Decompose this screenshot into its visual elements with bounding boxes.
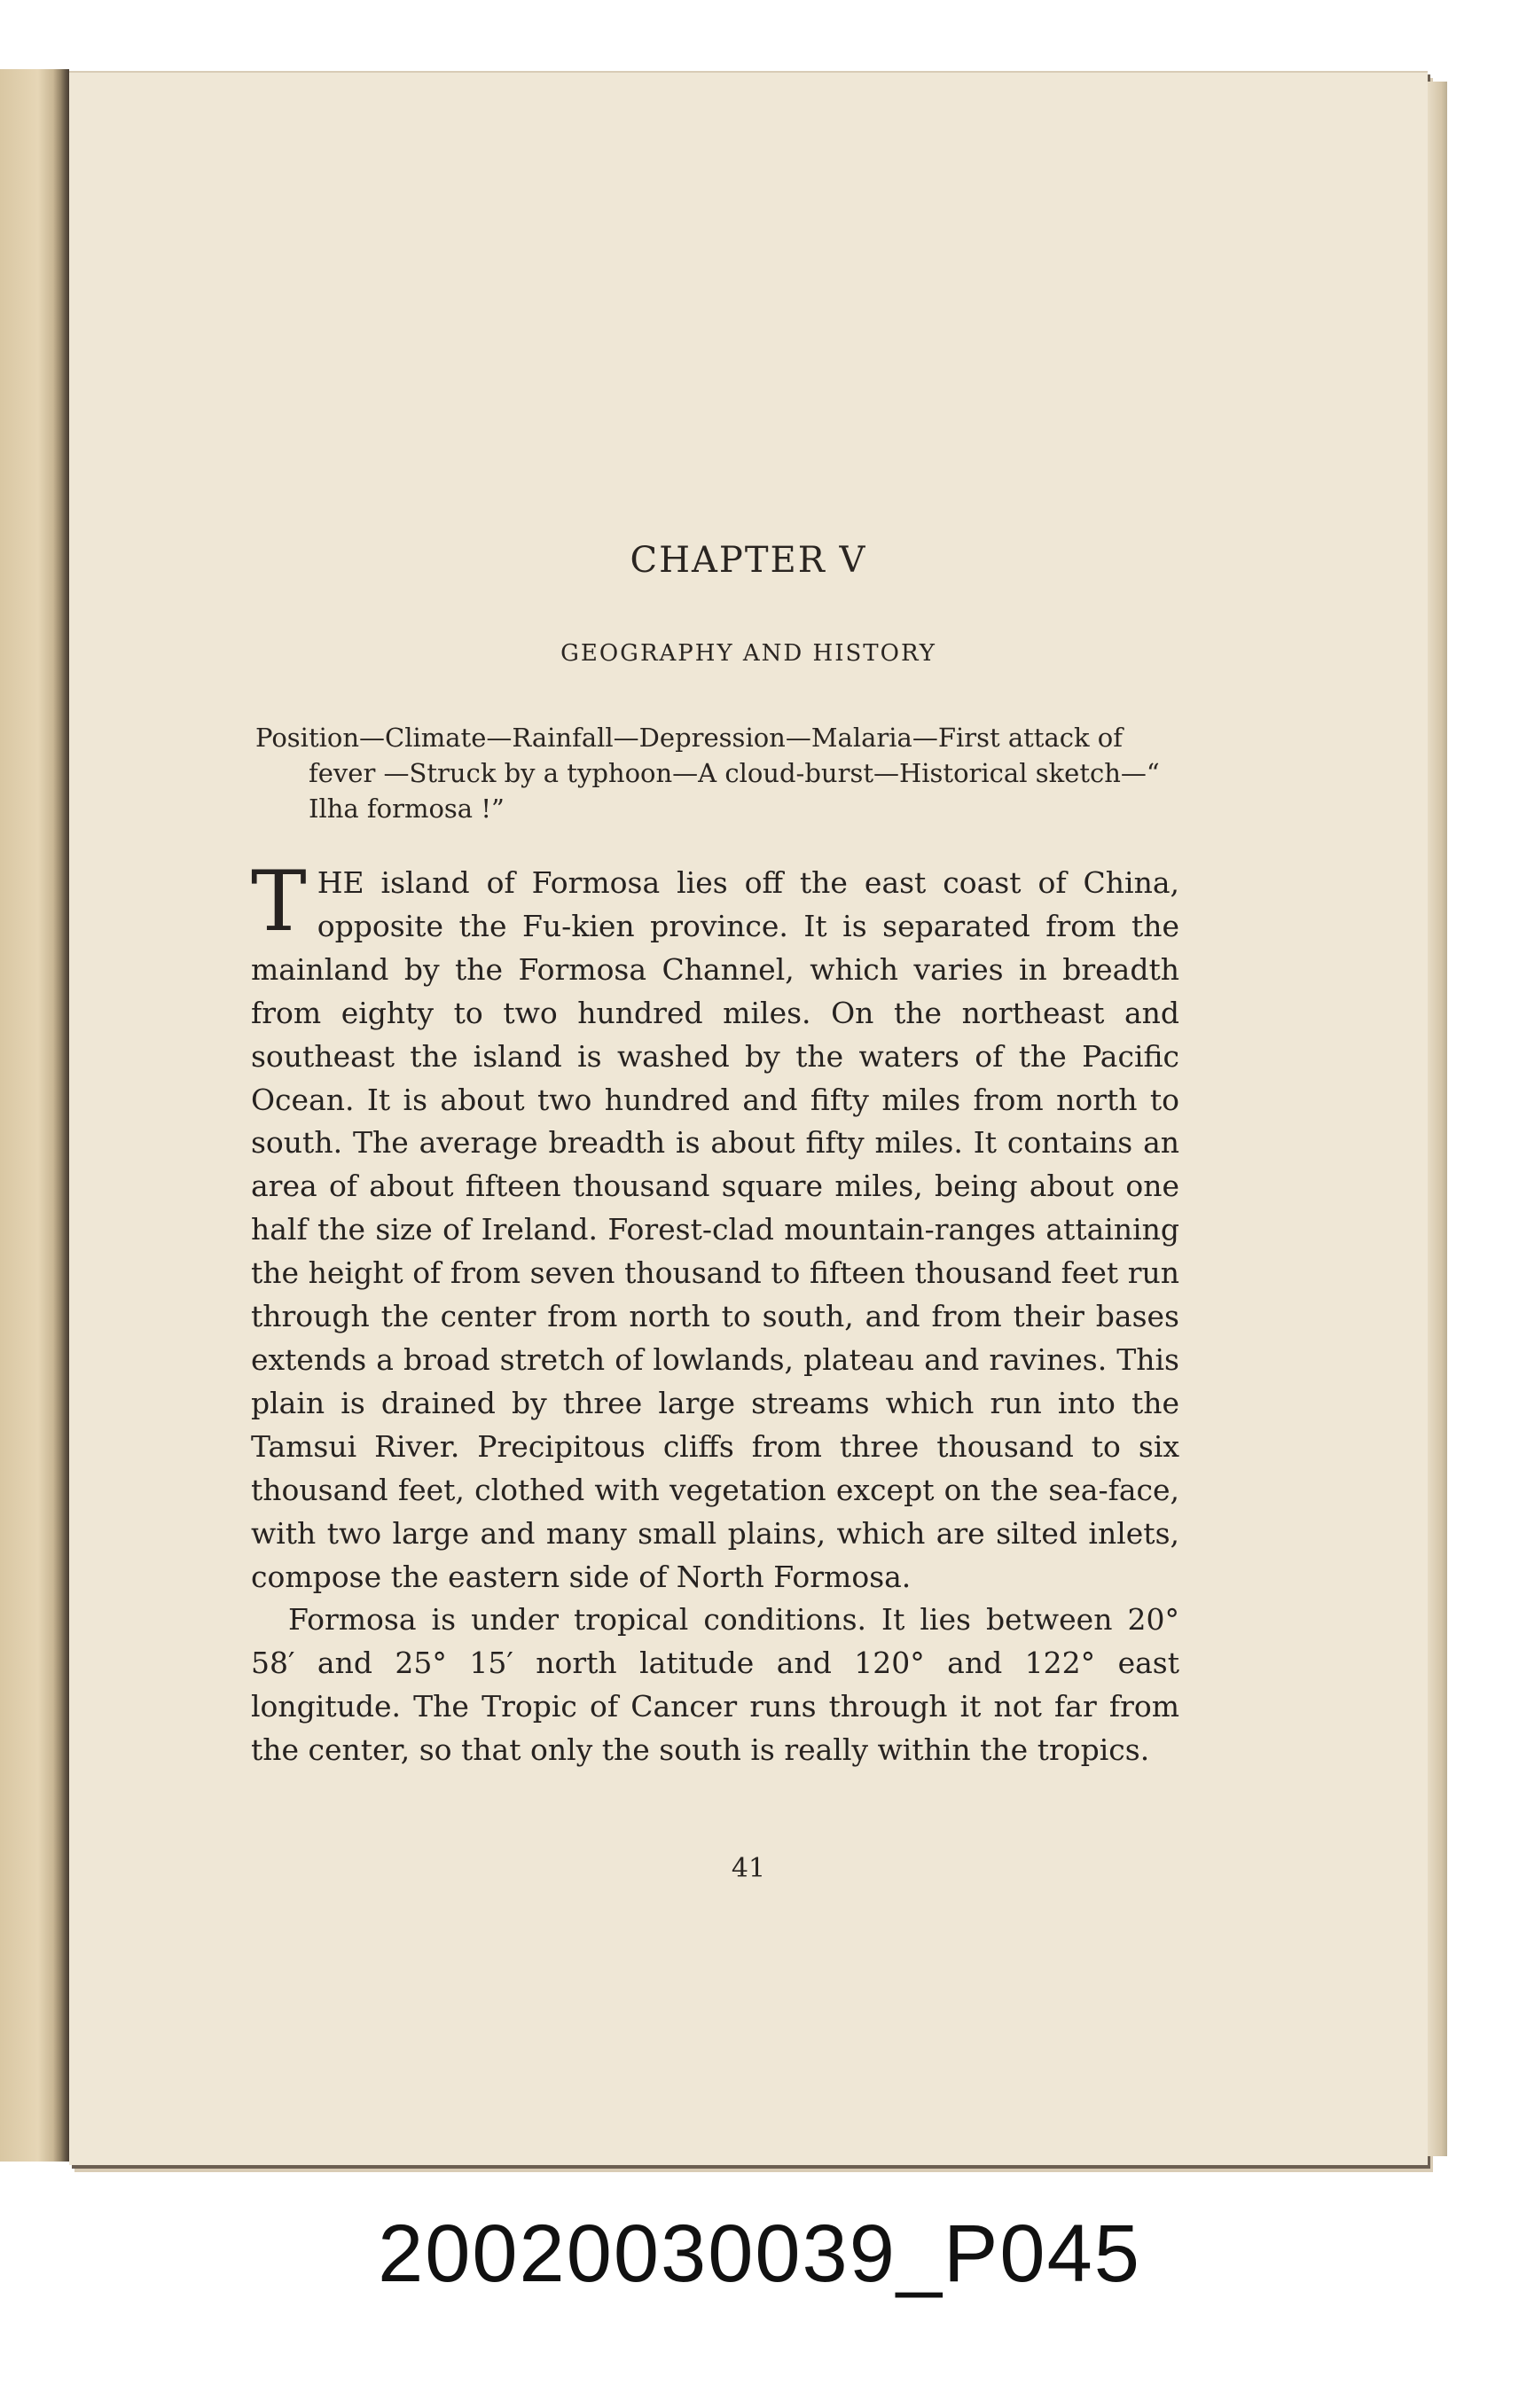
paragraph-1 — [251, 854, 1179, 1599]
paragraph-1-text: HE island of Formosa lies off the east coast of China, opposite the Fu-kien province. It is separated from the mainland by the Formosa Channel, which varies in breadth from eighty to two hundred miles. On the northeast and southeast the island is washed by the waters of the Pacific Ocean. It is about two hundred and fifty miles from north to south. The average breadth is about fifty miles. It contains an area of about fifteen thousand square miles, being about one half the size of Ireland. Forest-clad mountain-ranges attaining the height of from seven thousand to fifteen thousand feet run through the center from north to south, and from their bases extends a broad stretch of lowlands, plateau and ravines. This plain is drained by three large streams which run into the Tamsui River. Precipitous cliffs from three thousand to six thousand feet, clothed with vegetation except on the sea-face, with two large and many small plains, which are silted inlets, compose the eastern side of North Formosa. — [251, 865, 1179, 1594]
chapter-heading: CHAPTER V — [630, 540, 867, 581]
chapter-synopsis: Position—Climate—Rainfall—Depression—Malaria—First attack of fever —Struck by a typhoon—A cloud-burst—Historical sketch—“ Ilha formosa !” — [255, 723, 1160, 824]
scan-id-caption: 20020030039_P045 — [378, 2209, 1141, 2299]
paragraph-2: Formosa is under tropical conditions. It lies between 20° 58′ and 25° 15′ north latitude and 120° and 122° east longitude. The Tropic of Cancer runs through it not far from the center, so that only the south is really within the tropics. — [251, 1602, 1179, 1768]
drop-cap: T — [251, 854, 307, 950]
body-text — [251, 854, 1179, 1772]
chapter-subtitle: GEOGRAPHY AND HISTORY — [560, 640, 936, 667]
book-page — [69, 71, 1428, 2165]
page-number: 41 — [731, 1853, 766, 1884]
gutter-shadow — [53, 69, 69, 2162]
